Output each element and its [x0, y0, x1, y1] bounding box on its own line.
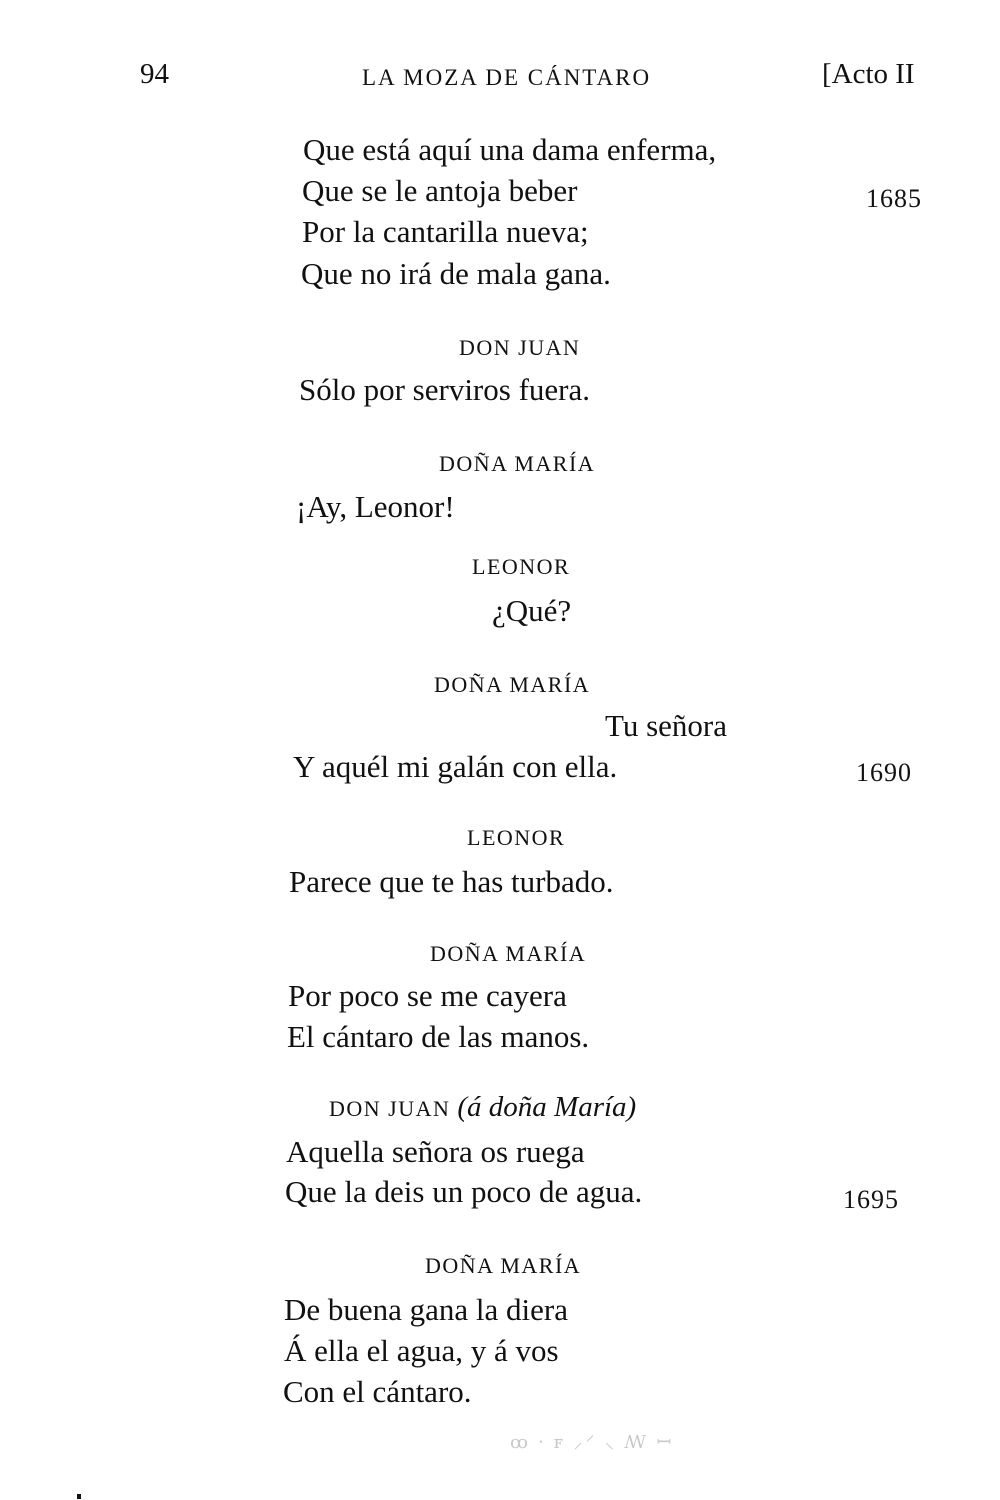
verse-line: El cántaro de las manos.	[287, 1019, 590, 1054]
verse-line: Que se le antoja beber	[302, 173, 578, 208]
ink-speck	[77, 1494, 81, 1499]
speaker-line	[329, 1093, 636, 1123]
verse-line: Sólo por serviros fuera.	[299, 372, 590, 407]
speaker-name: DOÑA MARÍA	[434, 672, 591, 697]
verse-line: Aquella señora os ruega	[286, 1134, 585, 1169]
stage-direction: (á doña María)	[457, 1091, 637, 1123]
speaker-name: LEONOR	[472, 554, 571, 579]
verse-line: Parece que te has turbado.	[289, 864, 614, 899]
speaker-name: LEONOR	[467, 825, 566, 850]
verse-line: Que no irá de mala gana.	[301, 256, 611, 291]
bleed-through-marks: ꝏ ⸱ ꜰ ⸝⸍ ⸜ ꟿ ꟷ	[510, 1432, 675, 1452]
verse-line: Por poco se me cayera	[288, 978, 567, 1013]
speaker-name: DON JUAN	[329, 1096, 451, 1121]
verse-line: Que la deis un poco de agua.	[285, 1174, 643, 1209]
verse-line: Tu señora	[605, 708, 728, 743]
verse-line: ¿Qué?	[492, 593, 572, 628]
line-number: 1695	[843, 1185, 899, 1214]
verse-line: Con el cántaro.	[283, 1374, 472, 1409]
verse-line: Y aquél mi galán con ella.	[293, 749, 618, 784]
line-number: 1690	[856, 758, 912, 787]
verse-line: Á ella el agua, y á vos	[284, 1333, 559, 1368]
page-number: 94	[140, 58, 169, 90]
act-label: [Acto II	[822, 58, 915, 90]
speaker-name: DOÑA MARÍA	[430, 941, 587, 966]
speaker-name: DON JUAN	[459, 335, 581, 360]
speaker-name: DOÑA MARÍA	[425, 1253, 582, 1278]
verse-line: De buena gana la diera	[284, 1292, 569, 1327]
verse-line: Que está aquí una dama enferma,	[303, 132, 717, 167]
verse-line: ¡Ay, Leonor!	[296, 489, 455, 524]
speaker-name: DOÑA MARÍA	[439, 451, 596, 476]
line-number: 1685	[866, 184, 922, 213]
running-title: LA MOZA DE CÁNTARO	[362, 65, 652, 90]
verse-line: Por la cantarilla nueva;	[302, 214, 589, 249]
